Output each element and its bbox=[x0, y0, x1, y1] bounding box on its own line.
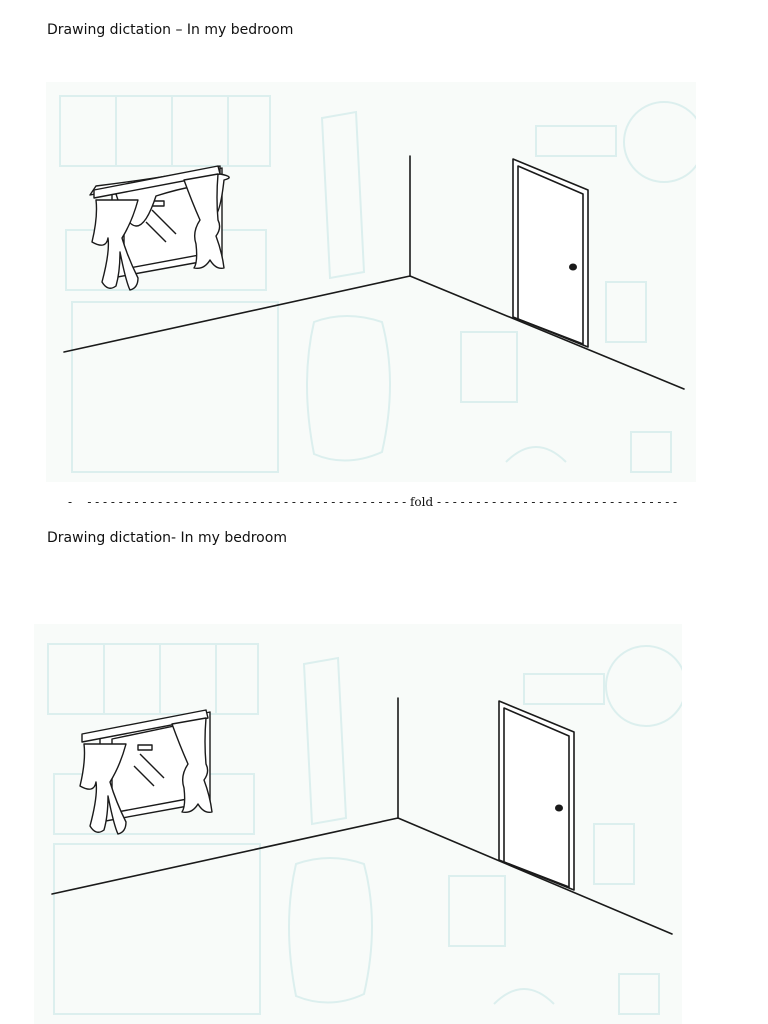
door-knob bbox=[569, 264, 577, 271]
fold-dashes-left: - - - - - - - - - - - - - - - - - - - - - - - - - - - - - - - - - - - - - - - - - - bbox=[68, 495, 407, 509]
paper-background bbox=[46, 82, 696, 482]
bedroom-drawing-top bbox=[46, 82, 696, 482]
fold-label: fold bbox=[409, 495, 434, 509]
fold-line bbox=[68, 495, 728, 513]
door-knob bbox=[555, 805, 563, 812]
bedroom-drawing-bottom bbox=[34, 624, 682, 1024]
paper-background bbox=[34, 624, 682, 1024]
worksheet-title-bottom: Drawing dictation- In my bedroom bbox=[47, 530, 287, 546]
door-drawing bbox=[499, 701, 574, 890]
worksheet-title-top: Drawing dictation – In my bedroom bbox=[47, 22, 294, 38]
fold-dashes-right: - - - - - - - - - - - - - - - - - - - - - - - - - - - - - - - bbox=[436, 495, 678, 509]
door-drawing bbox=[513, 159, 588, 347]
